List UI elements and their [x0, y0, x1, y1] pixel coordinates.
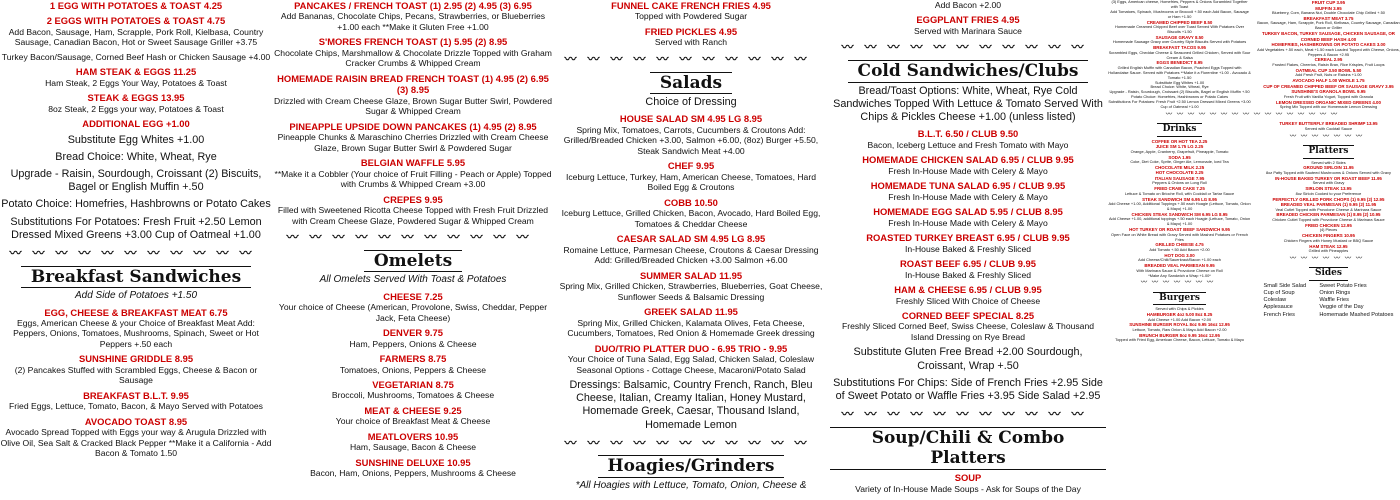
item-name: HOMEMADE CHICKEN SALAD 6.95 / CLUB 9.95: [862, 154, 1074, 166]
item-name: HOMEMADE RAISIN BREAD FRENCH TOAST (1) 4.95 (2) 6.95 (3) 8.95: [277, 72, 549, 96]
menu-item: [272, 0, 554, 32]
sides-list: [1257, 283, 1400, 319]
platter-items: [1257, 161, 1400, 254]
item-description: Homemade Creamed Chipped Beef over Toast Served With Potatoes Over Biscuits +1.50: [1115, 24, 1245, 34]
menu-item: [556, 233, 826, 265]
item-name: 1 EGG WITH POTATOES & TOAST 4.25: [49, 0, 223, 11]
item-name: TURKEY BACON, TURKEY SAUSAGE, CHICKEN SAUSAGE, OR CORNED BEEF HASH 4.00: [1261, 31, 1395, 42]
item-name: CORNED BEEF SPECIAL 8.25: [901, 309, 1035, 321]
item-description: Chicken Cutlet Topped with Provolone Cheese & Marinara Sauce: [1272, 216, 1385, 222]
item-name: BREAKFAST MEAT 3.75: [1303, 15, 1354, 21]
menu-item: [830, 258, 1106, 280]
section-heading-soup: Soup/Chili & Combo Platters: [830, 427, 1106, 470]
item-description: Add Bacon, Sausage, Ham, Scrapple, Pork Roll, Kielbasa, Country Sausage, Canadian Bacon, Hot or Sweet Sausage Griller +3.75: [8, 26, 264, 48]
item-description: Served with Cocktail Sauce: [1304, 125, 1353, 131]
item-description: Fresh In-House Made with Celery & Mayo: [888, 191, 1048, 202]
item-description: Ham Steak, 2 Eggs Your Way, Potatoes & Toast: [45, 77, 227, 88]
item-name: DENVER 9.75: [383, 327, 443, 339]
note-line: Substitutions For Chips: Side of French Fries +2.95 Side of Sweet Potato or Waffle Fries +3.95 Side Salad +2.95: [833, 376, 1103, 402]
item-name: BRUNCH BURGER 8oz 9.95 16oz 12.95: [1139, 332, 1220, 338]
sides-list-left: [1264, 283, 1307, 319]
item-name: SAUSAGE GRAVY 8.50: [1155, 34, 1204, 40]
side-item: Homemade Mashed Potatoes: [1319, 311, 1394, 318]
item-description: Substitute Egg Whites +1.00: [1154, 79, 1205, 85]
item-name: GRILLED CHEESE 4.75: [1155, 242, 1204, 248]
item-name: IN-HOUSE BAKED TURKEY OR ROAST BEEF 11.95: [1275, 175, 1382, 181]
item-name: EGGS BENEDICT 8.95: [1156, 60, 1203, 66]
item-name: JUICE SM 1.75 LG 2.25: [1155, 144, 1204, 150]
menu-item: [0, 66, 272, 88]
item-name: FARMERS 8.75: [379, 353, 447, 365]
item-description: Spring Mix, Grilled Chicken, Kalamata Olives, Feta Cheese, Cucumbers, Tomatoes, Red Onion & Homemade Greek dressing: [567, 317, 815, 339]
item-name: BREAKFAST TACOS 9.95: [1153, 45, 1206, 51]
item-name: BREADED VEAL PARMESAN 9.95: [1144, 263, 1215, 269]
appetizer-items: [556, 0, 826, 48]
menu-item: [556, 113, 826, 156]
item-description: Freshly Sliced With Choice of Cheese: [895, 295, 1041, 306]
menu-column-salads: [556, 0, 826, 500]
item-name: AVOCADO TOAST 8.95: [84, 415, 188, 427]
side-item: Small Side Salad: [1263, 282, 1307, 289]
mustache-divider: 〰〰〰〰〰〰〰〰〰〰〰: [564, 51, 818, 66]
lower-sections: [1108, 121, 1400, 343]
item-name: VEGETARIAN 8.75: [372, 378, 454, 390]
menu-item: [0, 353, 272, 385]
side-item: Sweet Potato Fries: [1319, 282, 1367, 289]
menu-item: [556, 306, 826, 338]
item-name: SUNSHINE BURGER ROYAL 8oz 9.95 16oz 12.95: [1129, 322, 1230, 328]
menu-item: [0, 15, 272, 47]
menu-item: [272, 353, 554, 375]
item-name: FRUIT CUP 3.95: [1311, 0, 1346, 5]
item-name: SUNSHINE'S GRANOLA BOWL 9.95: [1291, 89, 1366, 95]
section-heading-omelets: Omelets: [364, 250, 462, 273]
dressings-note: Dressings: Balsamic, Country French, Ranch, Bleu Cheese, Italian, Creamy Italian, Honey Mustard, Homemade Greek, Caesar, Thousand Island, Homemade Lemon: [569, 378, 813, 431]
note-line: Substitutions For Potatoes: Fresh Fruit +2.50 Lemon Dressed Mixed Greens +3.00 Cup of Oatmeal +1.00: [10, 215, 262, 241]
item-name: BREAKFAST B.L.T. 9.95: [83, 389, 189, 401]
drink-items: [1108, 139, 1251, 176]
item-description: Spring Mix, Grilled Chicken, Strawberries, Blueberries, Goat Cheese, Sunflower Seeds & Balsamic Dressing: [559, 281, 823, 302]
item-description: Add Bananas, Chocolate Chips, Pecans, Strawberries, or Blueberries +1.00 each **Make it Gluten Free +1.00: [280, 11, 546, 32]
item-name: COBB 10.50: [664, 196, 718, 208]
item-name: CEREAL 2.95: [1314, 57, 1343, 63]
item-description: Topped with Fried Egg, American Cheese, Bacon, Lettuce, Tomato & Mayo: [1115, 337, 1244, 343]
item-description: Topped with Powdered Sugar: [634, 11, 748, 22]
menu-item: [0, 307, 272, 350]
item-description: Served with Gravy: [1312, 180, 1345, 186]
item-description: Add Cheese +1.00, Additional Toppings +.50 each Hoagie (Lettuce, Tomato, Onion & Mayo) +1.00: [1108, 201, 1251, 211]
menu-item: [556, 26, 826, 48]
menu-item: [0, 92, 272, 114]
menu-item: [272, 379, 554, 401]
side-item: Onion Rings: [1319, 289, 1351, 296]
sides-list-right: [1319, 283, 1393, 319]
menu-item: [556, 343, 826, 375]
item-description: Lettuce & Tomato on Brioche Roll, with Cocktail or Tartar Sauce: [1124, 190, 1235, 196]
item-description: *Make Any Sandwich a Wrap +1.00*: [1148, 272, 1211, 278]
menu-item: [830, 14, 1106, 36]
item-name: ADDITIONAL EGG +1.00: [82, 118, 190, 130]
item-name: BREADED VEAL PARMESAN (1) 9.95 (2) 11.95: [1280, 202, 1377, 207]
salad-items: [556, 113, 826, 375]
item-description: Your choice of Breakfast Meat & Cheese: [335, 416, 491, 427]
menu-item: [0, 390, 272, 412]
menu-item: [830, 180, 1106, 202]
menu-item: [0, 0, 272, 11]
item-description: Add Tomato +.50 Add Bacon +2.00: [1149, 246, 1210, 252]
item-name: CHOCOLATE MILK 2.25: [1154, 164, 1205, 170]
item-name: BREADED CHICKEN PARMESAN (1) 8.95 (2) 10.95: [1276, 212, 1381, 218]
menu-item: [556, 197, 826, 229]
item-description: Open Face on White Bread with Gravy Served with Mashed Potatoes or French Fries: [1110, 231, 1249, 242]
menu-item: [830, 206, 1106, 228]
cold-sandwich-notes: [830, 346, 1106, 403]
item-name: HOMEMADE EGG SALAD 5.95 / CLUB 8.95: [873, 206, 1063, 218]
menu-item: [272, 194, 554, 226]
menu-item: [556, 160, 826, 192]
menu-item: [0, 118, 272, 129]
section-heading-breakfast-sandwiches: Breakfast Sandwiches: [21, 266, 251, 289]
section-heading-hoagies: Hoagies/Grinders: [598, 455, 785, 478]
menu-item: [556, 0, 826, 22]
note-line: Bread Choice: White, Wheat, Rye: [55, 150, 217, 163]
menu-item: [830, 284, 1106, 306]
item-description: Scrambled Eggs, Cheddar Cheese & Seasoned Grilled Chicken, Served with Sour Cream & Salsa: [1108, 49, 1251, 60]
item-description: Chicken Fingers with Honey Mustard or BBQ Sauce: [1283, 237, 1374, 243]
egg-items: [0, 0, 272, 130]
item-description: Your choice of Cheese (American, Provolone, Swiss, Cheddar, Pepper Jack, Feta Cheese): [278, 302, 548, 323]
section-heading-burgers: Burgers: [1153, 292, 1206, 305]
item-name: CUP OF CREAMED CHIPPED BEEF OR SAUSAGE GRAVY 3.95: [1263, 83, 1394, 89]
mustache-divider: 〰〰〰〰〰〰〰〰〰〰〰: [841, 407, 1095, 422]
omelet-items: [272, 291, 554, 479]
heading-note: Bread/Toast Options: White, Wheat, Rye Cold Sandwiches Topped With Lettuce & Tomato Served With Chips & Pickles Cheese +1.00 (unless listed): [833, 84, 1103, 124]
item-description: Spring Mix Topped with our Homemade Lemon Dressing: [1279, 104, 1378, 109]
item-name: HAM & CHEESE 6.95 / CLUB 9.95: [894, 284, 1042, 296]
item-name: OATMEAL CUP 3.50 BOWL 5.50: [1295, 67, 1362, 73]
note-line: Potato Choice: Homefries, Hashbrowns or Potato Cakes: [1, 198, 271, 211]
side-item: French Fries: [1263, 311, 1295, 318]
item-description: Broccoli, Mushrooms, Tomatoes & Cheese: [331, 390, 495, 401]
item-description: Iceburg Lettuce, Turkey, Ham, American Cheese, Tomatoes, Hard Boiled Egg & Croutons: [566, 171, 816, 193]
item-description: Eggs, American Cheese & your Choice of Breakfast Meat Add: Peppers, Onions, Tomatoes, Mushrooms, Spinach, Sweet or Hot Peppers +.50 each: [13, 317, 259, 349]
heading-note: All Omelets Served With Toast & Potatoes: [319, 274, 507, 286]
item-name: CAESAR SALAD SM 4.95 LG 8.95: [616, 233, 766, 245]
item-name: AVOCADO HALF 1.00 WHOLE 1.75: [1292, 78, 1365, 84]
item-description: Grilled English Muffin with Canadian Bacon, Poached Eggs Topped with Hollandaise Sauce. Served with Potatoes **Make it a Florentine +1.00 - Avocado & Tomato +1.50: [1108, 64, 1251, 80]
item-description: Served with Ranch: [654, 37, 728, 48]
section-heading-drinks: Drinks: [1157, 123, 1203, 136]
item-name: FRIED CRAB CAKE 7.25: [1154, 186, 1205, 192]
item-description: Peppers & Onions on Long Roll: [1152, 180, 1207, 186]
breakfast-notes: [0, 134, 272, 242]
item-name: STEAK & EGGS 13.95: [87, 92, 185, 104]
menu-item: [272, 73, 554, 117]
item-name: GREEK SALAD 11.95: [644, 306, 738, 318]
menu-item: [830, 310, 1106, 342]
item-description: Ham, Sausage, Bacon & Cheese: [349, 442, 477, 453]
menu-item: [272, 405, 554, 427]
item-description: Fried Eggs, Lettuce, Tomato, Bacon, & Mayo Served with Potatoes: [9, 401, 263, 412]
item-name: 2 EGGS WITH POTATOES & TOAST 4.75: [46, 15, 226, 27]
item-description: (2) Pancakes Stuffed with Scrambled Eggs, Cheese & Bacon or Sausage: [14, 364, 258, 386]
item-description: (4) Pieces: [1319, 227, 1338, 233]
menu-item: [0, 416, 272, 459]
menu-column-cold-sandwiches: [830, 0, 1106, 500]
item-description: Pineapple Chunks & Maraschino Cherries Drizzled with Cream Cheese Glaze, Brown Sugar Butter Swirl & Powdered Sugar: [277, 132, 549, 153]
item-name: GROUND SIRLOIN 11.95: [1303, 165, 1354, 171]
section-heading-salads: Salads: [650, 72, 732, 95]
item-description: Ham, Peppers, Onions & Cheese: [349, 338, 477, 349]
item-name: EGG, CHEESE & BREAKFAST MEAT 6.75: [44, 306, 228, 318]
item-name: FUNNEL CAKE FRENCH FRIES 4.95: [611, 0, 771, 11]
side-item: Applesauce: [1263, 304, 1293, 311]
menu-item: [272, 327, 554, 349]
item-description: Veal Cutlet Topped with Provolone Cheese & Marinara Sauce: [1275, 206, 1382, 212]
burger-items: [1108, 307, 1251, 343]
heading-note: Add Side of Potatoes +1.50: [74, 290, 198, 302]
item-name: LEMON DRESSED ORGANIC MIXED GREENS 4.00: [1276, 99, 1381, 105]
item-name: MEAT & CHEESE 9.25: [364, 404, 462, 416]
mustache-divider: 〰〰〰〰〰〰〰〰〰〰〰: [564, 435, 818, 450]
item-name: HOT DOG 3.00: [1164, 252, 1195, 258]
item-name: HOUSE SALAD SM 4.95 LG 8.95: [619, 113, 763, 125]
item-name: SUNSHINE GRIDDLE 8.95: [78, 353, 194, 365]
mustache-divider: 〰〰〰〰〰〰〰〰〰〰〰: [841, 40, 1095, 55]
item-name: CREAMED CHIPPED BEEF 8.50: [1146, 19, 1213, 25]
item-description: Spring Mix, Tomatoes, Carrots, Cucumbers & Croutons Add: Grilled/Breaded Chicken +3.00, Salmon +6.00, (8oz) Burger +5.50, Steak Sandwich Meat +4.00: [563, 124, 819, 156]
item-description: Served with 2 Sides: [1311, 159, 1346, 165]
item-name: SOUP: [954, 472, 982, 484]
item-description: Bacon, Ham, Onions, Peppers, Mushrooms & Cheese: [310, 468, 516, 479]
menu-item: [0, 52, 272, 62]
side-item: Cup of Soup: [1263, 289, 1295, 296]
section-heading-sides: Sides: [1309, 267, 1348, 280]
item-name: HOT TURKEY OR ROAST BEEF SANDWICH 9.95: [1129, 227, 1230, 233]
item-description: Avocado Spread Topped with Eggs your way & Arugula Drizzled with Olive Oil, Sea Salt & Cracked Black Pepper **Make it a California - Add Bacon & Tomato 1.50: [0, 427, 272, 459]
note-line: Substitute Egg Whites +1.00: [67, 133, 205, 146]
item-description: Potato Choice: Homefries, Hashbrowns or Potato Cakes: [1130, 94, 1229, 100]
menu-column-pancakes-omelets: [272, 0, 554, 500]
item-description: With Marinara Sauce & Provolone Cheese on Roll: [1136, 267, 1223, 273]
item-name: S'MORES FRENCH TOAST (1) 5.95 (2) 8.95: [318, 36, 508, 48]
menu-item: [556, 270, 826, 302]
item-description: Upgrade - Raisin, Sourdough, Croissant (2) Biscuits, Bagel or English Muffin +.50: [1109, 89, 1250, 95]
shrimp-item: [1257, 121, 1400, 131]
side-item: Coleslaw: [1263, 297, 1287, 304]
side-item: Waffle Fries: [1319, 297, 1349, 304]
menu-item: [830, 154, 1106, 176]
item-description: In-House Baked & Freshly Sliced: [904, 269, 1032, 280]
item-name: HAMBURGER 4oz 5.00 8oz 8.25: [1146, 312, 1213, 317]
item-description: Blueberry, Corn, Banana Nut, Double Chocolate Chip Grilled +.50: [1271, 10, 1385, 15]
item-name: TURKEY BUTTERFLY BREADED SHRIMP 13.95: [1279, 121, 1378, 127]
mustache-divider: 〰〰〰〰〰〰〰: [1289, 255, 1367, 262]
item-description: Filled with Sweetened Ricotta Cheese Topped with Fresh Fruit Drizzled with Cream Cheese Glaze, Powdered Sugar & Whipped Cream: [277, 205, 549, 226]
item-description: Fresh In-House Made with Celery & Mayo: [888, 217, 1048, 228]
item-name: CHICKEN FINGERS 10.95: [1301, 233, 1355, 239]
mustache-divider: 〰〰〰〰〰〰〰: [1141, 280, 1219, 287]
item-name: PERFECTLY GRILLED PORK CHOPS (1) 9.95 (2) 12.95: [1272, 196, 1385, 202]
appetizer-items: [830, 0, 1106, 36]
item-description: Served with Marinara Sauce: [914, 25, 1022, 36]
item-description: Lettuce, Tomato, Raw Onion & Mayo Add Bacon +2.00: [1132, 326, 1227, 332]
item-description: Variety of In-House Made Soups - Ask for Soups of the Day: [855, 483, 1081, 494]
breakfast-sandwich-items: [0, 307, 272, 459]
item-name: ITALIAN SAUSAGE 7.95: [1154, 175, 1205, 181]
item-name: EGGPLANT FRIES 4.95: [916, 14, 1020, 26]
item-description: Frosted Flakes, Cheerios, Raisin Bran, Rice Krispies, Fruit Loops: [1272, 61, 1385, 67]
item-description: 8oz Steak, 2 Eggs your way, Potatoes & Toast: [48, 103, 224, 114]
menu-column-breakfast: [0, 0, 272, 500]
breakfast-extras-left: [1108, 0, 1251, 110]
mustache-divider: 〰〰〰〰〰〰〰〰〰〰〰: [9, 245, 263, 260]
item-name: STEAK SANDWICH SM 6.95 LG 8.95: [1142, 196, 1217, 202]
item-name: SUNSHINE DELUXE 10.95: [355, 456, 471, 468]
item-name: FRIED PICKLES 4.95: [644, 25, 738, 37]
note-line: Substitute Gluten Free Bread +2.00 Sourdough, Croissant, Wrap +.50: [853, 346, 1083, 372]
item-description: Orange, Apple, Cranberry, Grapefruit, Pineapple, Tomato: [1130, 148, 1229, 154]
section-heading-cold-sandwiches: Cold Sandwiches/Clubs: [848, 60, 1089, 83]
item-description: Fresh In-House Made with Celery & Mayo: [888, 165, 1048, 176]
item-description: Add Cheese/Chili/Sauerkraut/Bacon +1.00 each: [1138, 257, 1221, 263]
item-name: MEATLOVERS 10.95: [367, 430, 459, 442]
mustache-divider: 〰〰〰〰〰〰〰〰〰〰〰: [286, 230, 540, 245]
item-name: PANCAKES / FRENCH TOAST (1) 2.95 (2) 4.95 (3) 6.95: [294, 0, 532, 11]
menu-item: [830, 0, 1106, 10]
item-description: Your Choice of Tuna Salad, Egg Salad, Chicken Salad, Coleslaw Seasonal Options - Cottage Cheese, Macaroni/Potato Salad: [567, 354, 815, 375]
item-description: Grilled with Pineapples: [1308, 248, 1349, 253]
menu-item: [272, 121, 554, 153]
item-name: DUO/TRIO PLATTER DUO - 6.95 TRIO - 9.95: [594, 342, 788, 354]
item-description: (3) Eggs, American cheese, Homefries, Peppers & Onions Scrambled Together with Toast: [1111, 0, 1248, 9]
item-name: PINEAPPLE UPSIDE DOWN PANCAKES (1) 4.95 (2) 8.95: [289, 120, 537, 132]
item-name: CREPES 9.95: [383, 193, 443, 205]
item-description: Drizzled with Cream Cheese Glaze, Brown Sugar Butter Swirl, Powdered Sugar & Whipped Cream: [274, 95, 552, 117]
item-description: Fresh Fruit with Vanilla Yogurt, Topped with Granola: [1283, 93, 1374, 99]
item-description: Chocolate Chips, Marshmallow & Chocolate Drizzle Topped with Graham Cracker Crumbs & Whipped Cream: [274, 47, 552, 69]
item-description: Bread Choice: White, Wheat, Rye: [1150, 84, 1209, 90]
item-description: Coke, Diet Coke, Sprite, Ginger Ale, Lemonade, Iced Tea: [1130, 159, 1229, 164]
menu-item: [272, 157, 554, 189]
item-description: Bacon, Iceberg Lettuce and Fresh Tomato with Mayo: [867, 139, 1069, 150]
breakfast-extras: [1108, 0, 1400, 110]
menu-item: [830, 128, 1106, 150]
cold-sandwich-items: [830, 128, 1106, 342]
item-name: HOMEMADE TUNA SALAD 6.95 / CLUB 9.95: [870, 180, 1066, 192]
item-name: FRIED CHICKEN 12.95: [1305, 222, 1352, 228]
item-description: Bacon, Sausage, Ham, Scrapple, Pork Roll, Kielbasa, Country Sausage, Canadian Bacon or Griller: [1257, 20, 1400, 31]
menu-item: [272, 457, 554, 479]
item-description: Romaine Lettuce, Parmesan Cheese, Croutons & Caesar Dressing Add: Grilled/Breaded Chicken +3.00 Salmon +6.00: [563, 244, 819, 266]
item-name: HOMEFRIES, HASHBROWNS OR POTATO CAKES 3.00: [1271, 42, 1386, 48]
menu-item: [272, 291, 554, 323]
heading-note: Choice of Dressing: [645, 96, 737, 109]
item-description: 8oz Patty Topped with Sauteed Mushrooms & Onions Served with Gravy: [1265, 169, 1391, 175]
menu-item: [272, 36, 554, 68]
item-description: Add Tomatoes, Spinach, Mushrooms or Broccoli +.50 each Add Bacon, Sausage or Ham +1.50: [1110, 8, 1249, 19]
section-heading-platters: Platters: [1303, 145, 1355, 158]
pancake-items: [272, 0, 554, 226]
item-description: 8oz Sirloin Cooked to your Preference: [1295, 190, 1362, 196]
item-name: CHEF 9.95: [667, 160, 715, 172]
mustache-divider: 〰〰〰〰〰〰〰〰〰〰〰〰〰〰〰〰: [1165, 111, 1342, 118]
item-name: SIRLOIN STEAK 13.95: [1305, 186, 1352, 192]
note-line: Upgrade - Raisin, Sourdough, Croissant (2) Biscuits, Bagel or English Muffin +.50: [10, 168, 262, 194]
item-name: COFFEE OR HOT TEA 2.25: [1151, 138, 1208, 144]
menu-item: [830, 232, 1106, 254]
item-name: SUMMER SALAD 11.95: [639, 269, 743, 281]
heading-note: *All Hoagies with Lettuce, Tomato, Onion, Cheese &: [575, 480, 807, 492]
item-name: HAM STEAK 12.95: [1309, 243, 1348, 249]
item-name: HOT CHOCOLATE 2.25: [1155, 170, 1204, 176]
item-description: Served with Chips & Pickles: [1155, 306, 1204, 312]
menu-item: [272, 431, 554, 453]
side-item: Veggie of the Day: [1319, 304, 1364, 311]
item-name: SODA 1.95: [1168, 154, 1191, 160]
item-name: CHICKEN STEAK SANDWICH SM 6.95 LG 8.95: [1131, 211, 1228, 217]
hoagie-items: [1108, 176, 1251, 279]
item-description: **Make it a Cobbler (Your choice of Fruit Filling - Peach or Apple) Topped with Crumbs & Whipped Cream +3.00: [274, 168, 552, 190]
item-description: Tomatoes, Onions, Peppers & Cheese: [339, 364, 487, 375]
item-name: ROAST BEEF 6.95 / CLUB 9.95: [900, 258, 1036, 270]
mustache-divider: 〰〰〰〰〰〰〰: [1289, 133, 1367, 140]
item-description: In-House Baked & Freshly Sliced: [904, 243, 1032, 254]
item-description: Iceburg Lettuce, Grilled Chicken, Bacon, Avocado, Hard Boiled Egg, Tomatoes & Cheddar Cheese: [561, 208, 821, 229]
item-description: Substitutions For Potatoes: Fresh Fruit +2.50 Lemon Dressed Mixed Greens +3.00 Cup of Oatmeal +1.00: [1108, 99, 1251, 109]
item-name: CHEESE 7.25: [383, 290, 443, 302]
item-description: Add Fresh Fruit, Nuts or Raisins +1.00: [1295, 72, 1362, 78]
breakfast-extras-right: [1257, 0, 1400, 110]
item-description: Add Bacon +2.00: [934, 0, 1002, 10]
item-description: Add Cheese +1.00, additional toppings +.50 each Hoagie (Lettuce, Tomato, Onion & Mayo) +1.00: [1108, 216, 1251, 227]
item-name: B.L.T. 6.50 / CLUB 9.50: [917, 128, 1019, 140]
item-name: HAM STEAK & EGGS 11.25: [75, 66, 197, 78]
item-description: Turkey Bacon/Sausage, Corned Beef Hash or Chicken Sausage +4.00: [1, 51, 271, 62]
item-description: Freshly Sliced Corned Beef, Swiss Cheese, Coleslaw & Thousand Island Dressing on Rye Bread: [841, 321, 1095, 342]
item-name: MUFFIN 3.95: [1315, 5, 1342, 11]
item-description: Homemade Sausage Gravy over Country Style Biscuits Served with Potatoes: [1112, 39, 1247, 45]
item-description: Add Cheese +1.00 Add Bacon +2.00: [1147, 316, 1212, 322]
item-name: ROASTED TURKEY BREAST 6.95 / CLUB 9.95: [866, 232, 1070, 244]
menu-column-sides: [1108, 0, 1400, 500]
item-description: Add Vegetables +.50 each, Meat +1.50 each Loaded Topped with Cheese, Onions, Peppers & Bacon +2.95: [1257, 46, 1400, 57]
item-name: BELGIAN WAFFLE 5.95: [360, 157, 466, 169]
